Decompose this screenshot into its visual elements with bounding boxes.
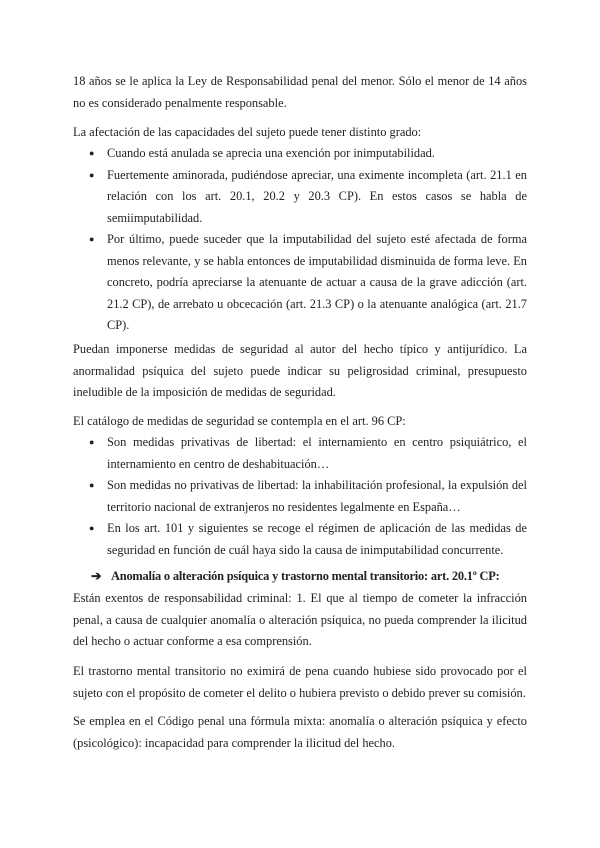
list-item [73,518,527,561]
bullet-icon: ● [89,480,95,490]
paragraph-mixed-formula: Se emplea en el Código penal una fórmula mixta: anomalía o alteración psíquica y efecto (psicológico): incapacidad para comprender la ilicitud del hecho. [73,714,527,750]
bullet-icon: ● [89,523,95,533]
list-item-text: Cuando está anulada se aprecia una exención por inimputabilidad. [107,146,435,160]
list-item-text: En los art. 101 y siguientes se recoge el régimen de aplicación de las medidas de seguridad en función de cuál haya sido la causa de inimputabilidad concurrente. [107,521,527,557]
section-heading-text: Anomalía o alteración psíquica y trastorno mental transitorio: art. 20.1º CP: [111,569,500,583]
bullet-icon: ● [89,234,95,244]
list-item [73,475,527,518]
list-item [73,432,527,475]
section-heading [91,566,531,588]
list-item-text: Son medidas no privativas de libertad: la inhabilitación profesional, la expulsión del territorio nacional de extranjeros no residentes legalmente en España… [107,478,527,514]
capacity-degrees-list [73,143,527,337]
paragraph-criminal-exemption: Están exentos de responsabilidad criminal: 1. El que al tiempo de cometer la infracción penal, a causa de cualquier anomalía o alteración psíquica, no pueda comprender la ilicitud del hecho o actuar conforme a esa comprensión. [73,591,527,648]
list-item [73,229,527,337]
list-item [73,143,527,165]
list-item-text: Fuertemente aminorada, pudiéndose apreciar, una eximente incompleta (art. 21.1 en relación con los art. 20.1, 20.2 y 20.3 CP). En estos casos se habla de semiimputabilidad. [107,167,527,225]
paragraph-transitory-disorder: El trastorno mental transitorio no eximirá de pena cuando hubiese sido provocado por el sujeto con el propósito de cometer el delito o hubiera previsto o debido prever su comisión. [73,664,527,700]
paragraph-minors-liability: 18 años se le aplica la Ley de Responsabilidad penal del menor. Sólo el menor de 14 años no es considerado penalmente responsable. [73,74,527,110]
bullet-icon: ● [89,437,95,447]
list-item-text: Por último, puede suceder que la imputabilidad del sujeto esté afectada de forma menos relevante, y se habla entonces de imputabilidad disminuida de forma leve. En concreto, podría apreciarse la atenuante de actuar a causa de la grave adicción (art. 21.2 CP), de arrebato u obcecación (art. 21.3 CP) o la atenuante analógica (art. 21.7 CP). [107,232,527,332]
arrow-right-icon: ➔ [91,569,102,583]
list-item [73,165,527,230]
paragraph-security-measures: Puedan imponerse medidas de seguridad al autor del hecho típico y antijurídico. La anormalidad psíquica del sujeto puede indicar su peligrosidad criminal, presupuesto ineludible de la imposición de medidas de seguridad. [73,342,527,399]
measures-catalog-list [73,432,527,561]
bullet-icon: ● [89,169,95,180]
list-item-text: Son medidas privativas de libertad: el internamiento en centro psiquiátrico, el internamiento en centro de deshabituación… [107,435,527,471]
paragraph-capacity-degrees: La afectación de las capacidades del sujeto puede tener distinto grado: [73,125,422,139]
paragraph-measures-catalog: El catálogo de medidas de seguridad se contempla en el art. 96 CP: [73,414,406,428]
bullet-icon: ● [89,148,95,158]
